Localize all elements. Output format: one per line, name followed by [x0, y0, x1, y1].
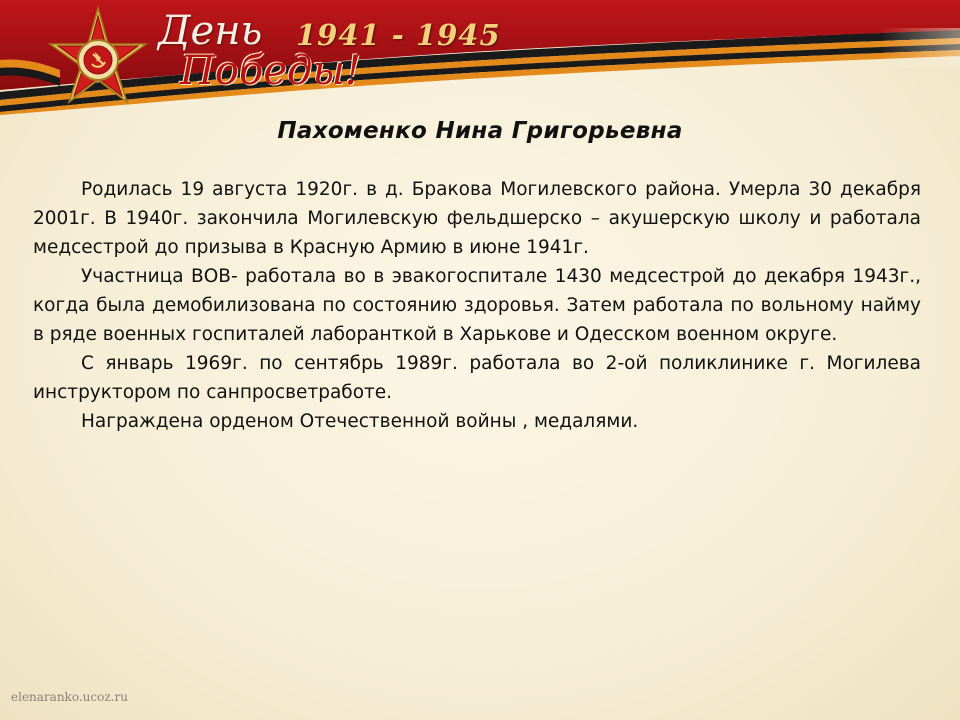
- biography-text: [33, 175, 921, 436]
- source-watermark: elenaranko.ucoz.ru: [11, 690, 128, 704]
- banner-years: 1941 - 1945: [296, 18, 501, 52]
- banner-title-den: День: [158, 8, 263, 54]
- paragraph-awards: Награждена орденом Отечественной войны , медалями.: [81, 411, 639, 432]
- person-name-heading: Пахоменко Нина Григорьевна: [277, 118, 683, 144]
- paragraph-war-service: Участница ВОВ- работала во в эвакогоспитале 1430 медсестрой до декабря 1943г., когда была демобилизована по состоянию здоровья. Затем работала по вольному найму в ряде военных госпиталей лаборанткой в Харькове и Одесском военном округе.: [33, 266, 921, 345]
- banner-title-pobedy: Победы!: [180, 48, 362, 94]
- victory-day-banner: [0, 0, 960, 115]
- paragraph-postwar-work: С январь 1969г. по сентябрь 1989г. работала во 2-ой поликлинике г. Могилева инструктором по санпросветработе.: [33, 353, 921, 403]
- paragraph-birth: Родилась 19 августа 1920г. в д. Бракова Могилевского района. Умерла 30 декабря 2001г. В 1940г. закончила Могилевскую фельдшерско – акушерскую школу и работала медсестрой до призыва в Красную Армию в июне 1941г.: [33, 179, 921, 258]
